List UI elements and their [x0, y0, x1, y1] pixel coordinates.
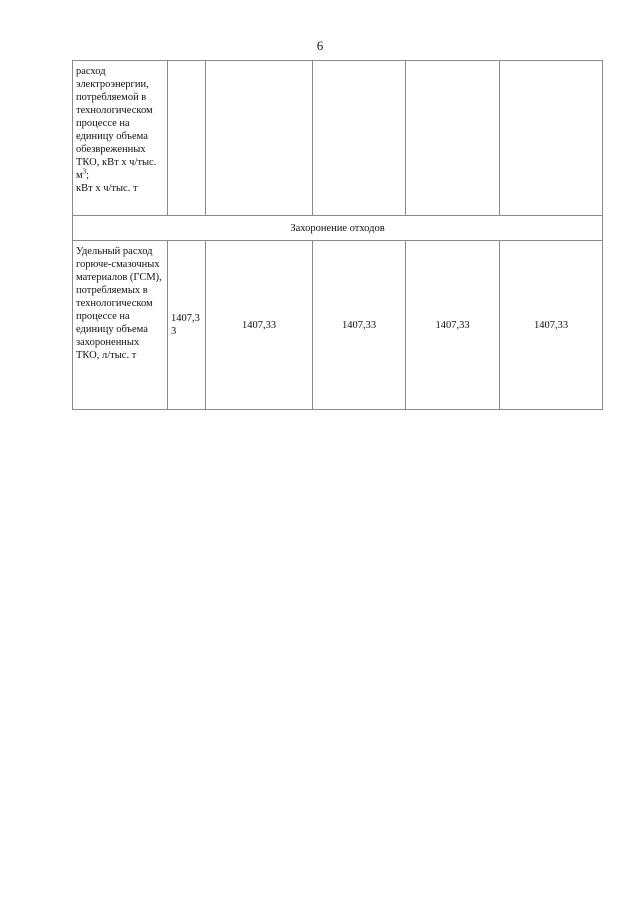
fuel-value-cell: 1407,33	[206, 241, 313, 410]
table-row-energy	[73, 61, 603, 216]
energy-value-cell	[168, 61, 206, 216]
fuel-value-cell: 1407,33	[313, 241, 406, 410]
energy-value-cell	[406, 61, 500, 216]
energy-label-cell	[73, 61, 168, 216]
fuel-value-cell: 1407,33	[168, 241, 206, 410]
energy-label-main: расход электроэнергии, потребляемой в технологическом процессе на единицу объема обезвреженных ТКО, кВт х ч/тыс. м	[76, 66, 157, 181]
fuel-value-cell: 1407,33	[500, 241, 603, 410]
indicators-table	[72, 60, 603, 410]
energy-label-line2: кВт х ч/тыс. т	[76, 183, 138, 194]
table-row-fuel	[73, 241, 603, 410]
energy-value-cell	[500, 61, 603, 216]
section-header: Захоронение отходов	[73, 216, 603, 241]
fuel-label-cell: Удельный расход горюче-смазочных материалов (ГСМ), потребляемых в технологическом процессе на единицу объема захороненных ТКО, л/тыс. т	[73, 241, 168, 410]
page-number: 6	[316, 38, 324, 53]
energy-label-tail: ;	[86, 170, 90, 181]
energy-value-cell	[206, 61, 313, 216]
fuel-value-cell: 1407,33	[406, 241, 500, 410]
table-row-section-header	[73, 216, 603, 241]
energy-value-cell	[313, 61, 406, 216]
energy-label-superscript: 3	[82, 167, 87, 176]
